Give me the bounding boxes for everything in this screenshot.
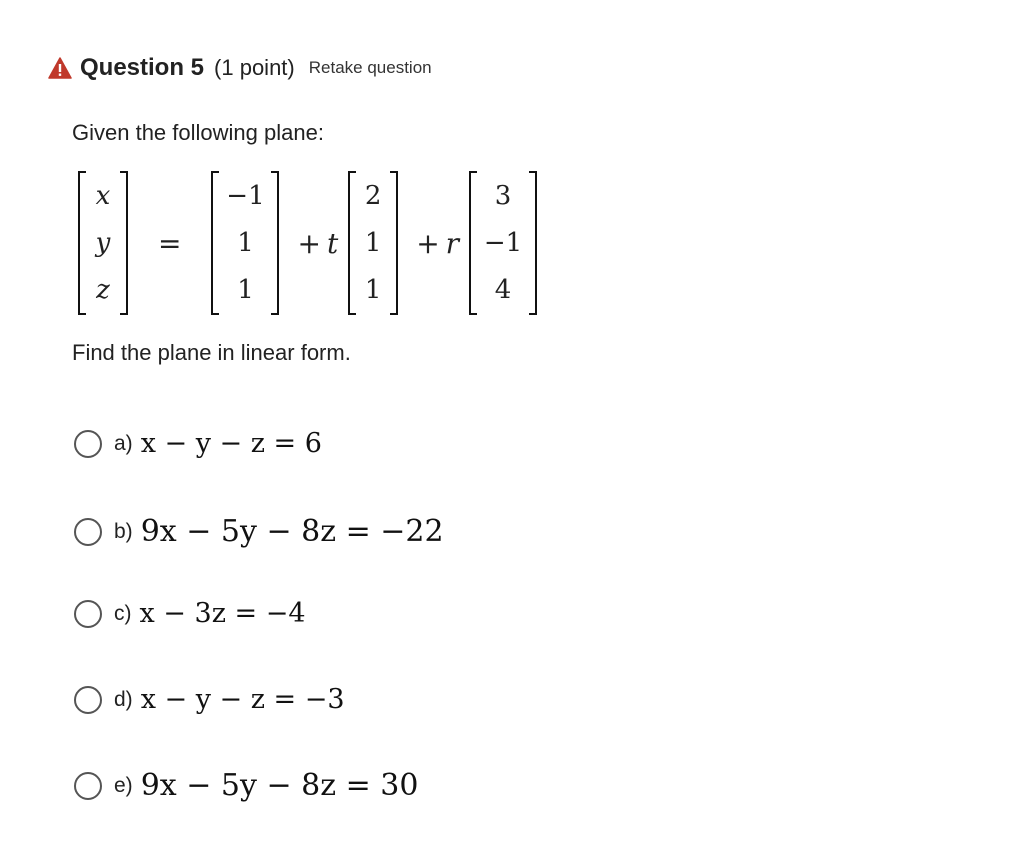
- parameter-t: t: [326, 226, 339, 260]
- vector-entry: 2: [364, 181, 382, 212]
- equals-sign: =: [158, 226, 182, 260]
- option-equation: x − y − z = 6: [140, 428, 322, 459]
- option-letter: b): [114, 519, 133, 543]
- warning-icon: [48, 57, 72, 79]
- option-e[interactable]: [74, 768, 418, 803]
- option-letter: c): [114, 601, 132, 625]
- variable-vector: [78, 173, 128, 313]
- option-equation: x − y − z = −3: [140, 684, 345, 715]
- option-b[interactable]: [74, 514, 444, 549]
- plane-equation: [78, 170, 537, 316]
- vector-entry: 3: [494, 181, 512, 212]
- option-c[interactable]: [74, 598, 306, 629]
- point-vector: [211, 173, 279, 313]
- retake-question-link[interactable]: Retake question: [308, 58, 432, 77]
- radio-button[interactable]: [74, 518, 102, 546]
- vector-entry: 1: [364, 227, 382, 258]
- option-letter: e): [114, 773, 133, 797]
- question-header: [48, 52, 432, 84]
- radio-button[interactable]: [74, 772, 102, 800]
- parameter-r: r: [445, 226, 460, 260]
- option-letter: d): [114, 687, 133, 711]
- question-prompt: Given the following plane:: [72, 120, 324, 145]
- vector-entry: 1: [237, 274, 254, 305]
- vector-entry: z: [96, 274, 110, 305]
- option-equation: 9x − 5y − 8z = −22: [140, 514, 444, 549]
- option-equation: 9x − 5y − 8z = 30: [140, 768, 419, 803]
- radio-button[interactable]: [74, 686, 102, 714]
- plus-sign: +: [297, 226, 321, 260]
- direction-vector-1: [348, 173, 398, 313]
- direction-vector-2: [469, 173, 537, 313]
- radio-button[interactable]: [74, 600, 102, 628]
- option-d[interactable]: [74, 684, 345, 715]
- question-points: (1 point): [214, 55, 295, 80]
- radio-button[interactable]: [74, 430, 102, 458]
- instruction-text: Find the plane in linear form.: [72, 340, 351, 365]
- plus-t-term: [279, 227, 348, 260]
- option-letter: a): [114, 431, 133, 455]
- plus-r-term: [398, 227, 469, 260]
- vector-entry: y: [95, 227, 111, 258]
- question-title: Question 5: [80, 54, 205, 81]
- vector-entry: x: [95, 181, 111, 212]
- vector-entry: 4: [494, 274, 512, 305]
- option-equation: x − 3z = −4: [139, 598, 306, 629]
- option-a[interactable]: [74, 428, 322, 459]
- vector-entry: −1: [483, 227, 523, 258]
- vector-entry: 1: [364, 274, 382, 305]
- vector-entry: 1: [237, 227, 254, 258]
- vector-entry: −1: [226, 181, 265, 212]
- plus-sign: +: [416, 226, 440, 260]
